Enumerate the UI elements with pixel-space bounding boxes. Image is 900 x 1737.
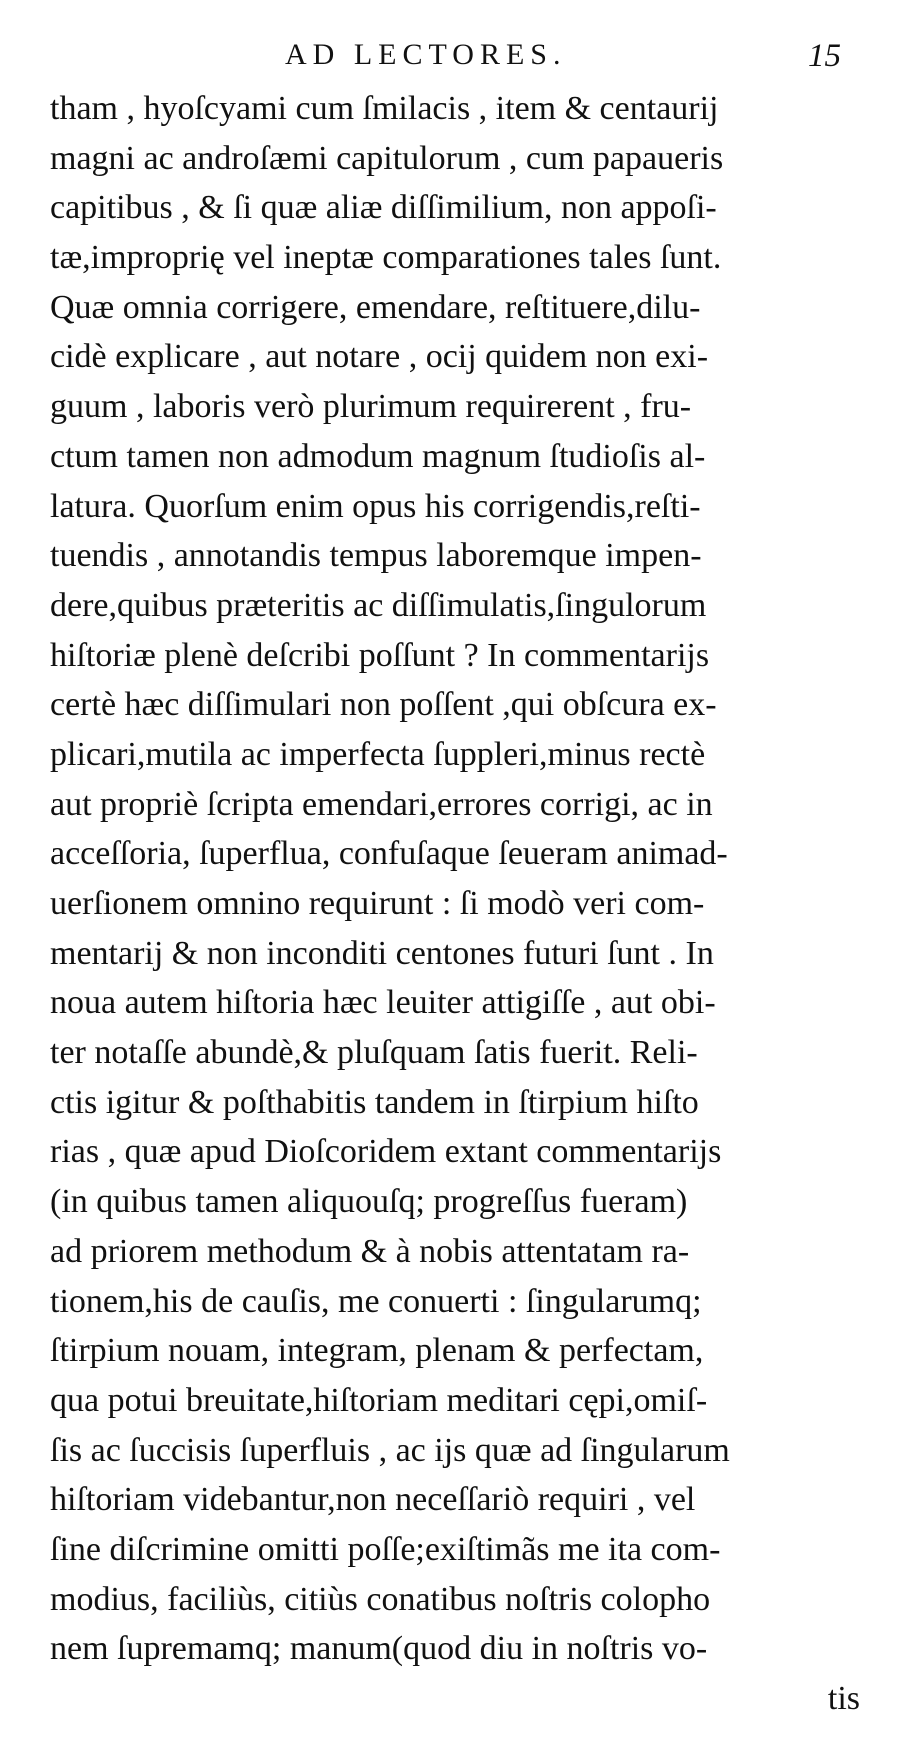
body-text: [50, 84, 860, 1724]
text-line: uerſionem omnino requirunt : ſi modò veri com-: [50, 885, 705, 922]
text-line: dere,quibus præteritis ac diſſimulatis,ſingulorum: [50, 586, 707, 624]
text-line: qua potui breuitate,hiſtoriam meditari cępi,omiſ-: [50, 1381, 708, 1419]
text-line: tionem,his de cauſis, me conuerti : ſingularumq;: [50, 1282, 702, 1320]
text-line: ctum tamen non admodum magnum ſtudioſis al-: [50, 437, 706, 475]
running-head: [0, 38, 900, 78]
page-number: 15: [808, 38, 841, 74]
text-line: hiſtoriam videbantur,non neceſſariò requiri , vel: [50, 1481, 696, 1519]
text-line: tæ,improprię vel ineptæ comparationes tales ſunt.: [50, 239, 722, 277]
text-line: modius, faciliùs, citiùs conatibus noſtris colopho: [50, 1580, 711, 1618]
text-line: acceſſoria, ſuperflua, confuſaque ſeueram animad-: [50, 835, 728, 873]
text-line: rias , quæ apud Dioſcoridem extant commentarijs: [50, 1133, 722, 1171]
text-line: ſine diſcrimine omitti poſſe;exiſtimãs me ita com-: [50, 1530, 721, 1568]
text-line: latura. Quorſum enim opus his corrigendis,reſti-: [50, 487, 701, 525]
text-line: magni ac androſæmi capitulorum , cum papaueris: [50, 139, 724, 177]
catchword: tis: [827, 1680, 860, 1717]
text-line: hiſtoriæ plenè deſcribi poſſunt ? In commentarijs: [50, 636, 710, 674]
text-line: guum , laboris verò plurimum requirerent , fru-: [50, 388, 692, 426]
text-line: noua autem hiſtoria hæc leuiter attigiſſe , aut obi-: [50, 984, 716, 1022]
text-line: ſtirpium nouam, integram, plenam & perfectam,: [50, 1332, 704, 1370]
text-line: ad priorem methodum & à nobis attentatam ra-: [50, 1232, 690, 1270]
text-line: Quæ omnia corrigere, emendare, reſtituere,dilu-: [50, 288, 701, 326]
text-line: capitibus , & ſi quæ aliæ diſſimilium, non appoſi-: [50, 189, 717, 227]
text-line: nem ſupremamq; manum(quod diu in noſtris vo-: [50, 1630, 708, 1668]
text-line: tham , hyoſcyami cum ſmilacis , item & centaurij: [50, 90, 719, 127]
text-line: ctis igitur & poſthabitis tandem in ſtirpium hiſto: [50, 1083, 699, 1121]
text-line: mentarij & non inconditi centones futuri ſunt . In: [50, 934, 714, 972]
text-line: aut propriè ſcripta emendari,errores corrigi, ac in: [50, 785, 713, 823]
text-line: tuendis , annotandis tempus laboremque impen-: [50, 537, 702, 575]
text-line: ter notaſſe abundè,& pluſquam ſatis fuerit. Reli-: [50, 1034, 698, 1072]
text-line: plicari,mutila ac imperfecta ſuppleri,minus rectè: [50, 735, 706, 773]
text-line: ſis ac ſuccisis ſuperfluis , ac ijs quæ ad ſingularum: [50, 1431, 730, 1469]
text-line: cidè explicare , aut notare , ocij quidem non exi-: [50, 338, 709, 376]
text-line: (in quibus tamen aliquouſq; progreſſus fueram): [50, 1183, 688, 1221]
running-title: AD LECTORES.: [285, 38, 567, 71]
text-line: certè hæc diſſimulari non poſſent ,qui obſcura ex-: [50, 686, 717, 724]
